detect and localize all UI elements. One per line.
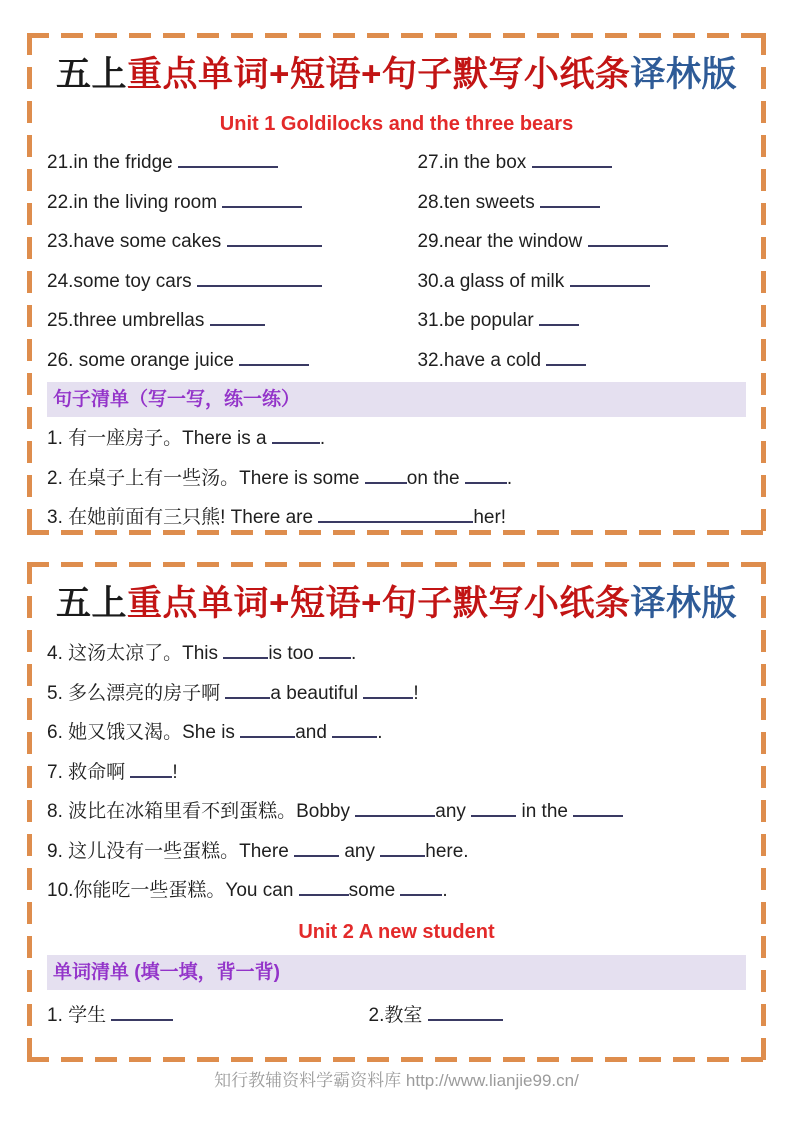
title-grade-label: 五上 (56, 55, 128, 94)
phrase-column-left (47, 143, 417, 380)
unit-2-heading: Unit 2 A new student (298, 920, 495, 943)
title-grade-label: 五上 (56, 584, 128, 623)
phrase-item: 25.three umbrellas (47, 301, 417, 341)
fill-in-blank (299, 882, 349, 896)
phrase-item: 30.a glass of milk (417, 262, 746, 302)
fill-in-blank (363, 685, 413, 699)
word-list (47, 994, 746, 1038)
fill-in-blank (573, 803, 623, 817)
phrase-item: 24.some toy cars (47, 262, 417, 302)
fill-in-blank (130, 764, 172, 778)
sentence-list (47, 634, 746, 911)
fill-in-blank (540, 194, 600, 208)
sentence-item: 8. 波比在冰箱里看不到蛋糕。Bobby any in the (47, 792, 746, 832)
sentence-item: 4. 这汤太凉了。This is too . (47, 643, 357, 664)
title-main-label: 重点单词+短语+句子默写小纸条 (127, 584, 631, 623)
fill-in-blank (111, 1007, 173, 1021)
sentence-item: 10.你能吃一些蛋糕。You can some . (47, 880, 448, 901)
fill-in-blank (380, 843, 425, 857)
phrase-column-right (417, 143, 746, 380)
word-column-right (369, 994, 746, 1038)
word-item: 2.教室 (369, 994, 746, 1038)
sentence-item: 6. 她又饿又渴。She is and . (47, 722, 383, 743)
sentence-item: 7. 救命啊 ! (47, 761, 178, 783)
fill-in-blank (210, 312, 265, 326)
phrase-item: 21.in the fridge (47, 143, 417, 183)
fill-in-blank (239, 352, 309, 366)
fill-in-blank (428, 1007, 503, 1021)
sentence-item: 5. 多么漂亮的房子啊 a beautiful ! (47, 682, 419, 704)
word-column-left (47, 994, 369, 1038)
phrase-list (47, 143, 746, 380)
phrase-item: 22.in the living room (47, 183, 417, 223)
phrase-item: 29.near the window (417, 222, 746, 262)
word-item: 1. 学生 (47, 994, 369, 1038)
sentence-list (47, 419, 746, 538)
fill-in-blank (319, 645, 351, 659)
fill-in-blank (222, 194, 302, 208)
word-list-banner: 单词清单 (填一填，背一背) (47, 955, 746, 990)
phrase-item: 23.have some cakes (47, 222, 417, 262)
worksheet-card-2 (27, 562, 766, 1062)
phrase-item: 31.be popular (417, 301, 746, 341)
fill-in-blank (532, 154, 612, 168)
fill-in-blank (197, 273, 322, 287)
title-main-label: 重点单词+短语+句子默写小纸条 (127, 55, 631, 94)
fill-in-blank (471, 803, 516, 817)
fill-in-blank (539, 312, 579, 326)
phrase-item: 28.ten sweets (417, 183, 746, 223)
fill-in-blank (223, 645, 268, 659)
sentence-list-banner: 句子清单（写一写，练一练） (47, 382, 746, 417)
fill-in-blank (318, 509, 473, 523)
worksheet-card-1 (27, 33, 766, 535)
fill-in-blank (588, 233, 668, 247)
title-edition-label: 译林版 (630, 584, 737, 623)
footer-note: 知行教辅资料学霸资料库 http://www.lianjie99.cn/ (214, 1071, 579, 1090)
fill-in-blank (400, 882, 442, 896)
fill-in-blank (332, 724, 377, 738)
title-edition-label: 译林版 (630, 55, 737, 94)
phrase-item: 27.in the box (417, 143, 746, 183)
fill-in-blank (546, 352, 586, 366)
unit-1-heading: Unit 1 Goldilocks and the three bears (219, 113, 574, 135)
fill-in-blank (240, 724, 295, 738)
fill-in-blank (465, 470, 507, 484)
page-title (47, 53, 746, 97)
fill-in-blank (225, 685, 270, 699)
sentence-item: 9. 这儿没有一些蛋糕。There any here. (47, 840, 469, 862)
fill-in-blank (355, 803, 435, 817)
fill-in-blank (178, 154, 278, 168)
fill-in-blank (365, 470, 407, 484)
sentence-item: 2. 在桌子上有一些汤。There is some on the . (47, 467, 513, 489)
page-title (47, 582, 746, 626)
phrase-item: 26. some orange juice (47, 341, 417, 381)
phrase-item: 32.have a cold (417, 341, 746, 381)
sentence-item: 1. 有一座房子。There is a . (47, 428, 326, 449)
fill-in-blank (227, 233, 322, 247)
fill-in-blank (272, 430, 320, 444)
sentence-item: 3. 在她前面有三只熊! There are her! (47, 507, 507, 528)
fill-in-blank (570, 273, 650, 287)
fill-in-blank (294, 843, 339, 857)
